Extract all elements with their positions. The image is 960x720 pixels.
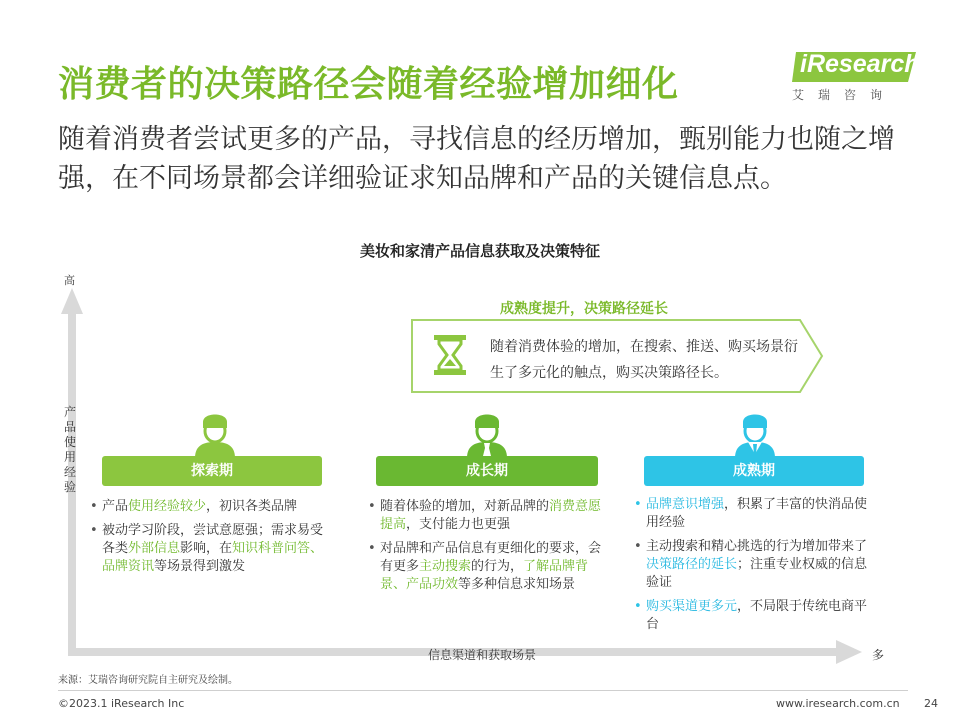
stage-bullet-item — [368, 498, 606, 534]
stage-bar-mature: 成熟期 — [644, 456, 864, 486]
chart-title: 美妆和家清产品信息获取及决策特征 — [359, 242, 600, 260]
logo-chinese: 艾瑞咨询 — [792, 88, 897, 102]
stage-bullets-growth — [368, 498, 606, 600]
logo-word: iResearch — [800, 50, 920, 78]
highlighted-text: 决策路径的延长 — [646, 557, 738, 572]
stage-bullets-mature — [634, 496, 874, 640]
bullet-text: 产品 — [102, 499, 129, 514]
bullet-text: 等场景得到激发 — [154, 559, 246, 574]
bullet-text: ；注重专业权威的信息验证 — [646, 557, 868, 590]
stage-bullet-item — [90, 498, 330, 516]
bullet-text: ，积累了丰富的快消品使用经验 — [646, 497, 868, 530]
highlighted-text: 使用经验较少 — [128, 499, 207, 514]
y-axis-label: 产品使用经验 — [64, 405, 77, 494]
stage-bullet-item — [634, 538, 874, 592]
x-axis-label: 信息渠道和获取场景 — [428, 648, 537, 662]
highlighted-text: 购买渠道更多元 — [646, 599, 738, 614]
bullet-text: 影响，在 — [180, 541, 233, 556]
footer-divider — [58, 690, 908, 691]
callout-title: 成熟度提升，决策路径延长 — [500, 301, 668, 317]
bullet-text: 被动学习阶段，尝试意愿强；需求易受各类 — [102, 523, 324, 556]
stage-bullet-item — [634, 496, 874, 532]
x-axis-end-label: 多 — [872, 648, 885, 662]
highlighted-text: 了解品牌背景、产品功效 — [380, 559, 589, 592]
page-title: 消费者的决策路径会随着经验增加细化 — [58, 64, 679, 105]
bullet-text: ，支付能力也更强 — [406, 517, 511, 532]
bullet-text: ，不局限于传统电商平台 — [646, 599, 868, 632]
source-note: 来源：艾瑞咨询研究院自主研究及绘制。 — [58, 675, 238, 686]
bullet-text: ，初识各类品牌 — [206, 499, 298, 514]
stage-bar-explore: 探索期 — [102, 456, 322, 486]
stage-bar-growth: 成长期 — [376, 456, 598, 486]
page-subtitle: 随着消费者尝试更多的产品，寻找信息的经历增加，甄别能力也随之增强，在不同场景都会详细验证求知品牌和产品的关键信息点。 — [58, 124, 895, 194]
highlighted-text: 知识科普问答、品牌资讯 — [102, 541, 324, 574]
person-suit-icon-blue — [732, 408, 778, 458]
callout-text: 随着消费体验的增加，在搜索、推送、购买场景衍生了多元化的触点，购买决策路径长。 — [490, 339, 798, 381]
highlighted-text: 品牌意识增强 — [646, 497, 725, 512]
person-icon-green — [192, 408, 238, 458]
stage-bullet-item — [368, 540, 606, 594]
page-number: 24 — [924, 697, 938, 710]
stage-bullet-item — [90, 522, 330, 576]
bullet-text: 对品牌和产品信息有更细化的要求，会有更多 — [380, 541, 602, 574]
bullet-text: 随着体验的增加，对新品牌的 — [380, 499, 550, 514]
person-tie-icon-green — [464, 408, 510, 458]
bullet-text: 主动搜索和精心挑选的行为增加带来了 — [646, 539, 868, 554]
highlighted-text: 外部信息 — [128, 541, 181, 556]
y-axis-high-label: 高 — [64, 274, 75, 287]
bullet-text: 的行为， — [471, 559, 524, 574]
bullet-text: 等多种信息求知场景 — [458, 577, 576, 592]
website-link[interactable]: www.iresearch.com.cn — [776, 697, 900, 710]
highlighted-text: 主动搜索 — [419, 559, 472, 574]
stage-bullets-explore — [90, 498, 330, 582]
hourglass-icon — [432, 334, 468, 376]
stage-bullet-item — [634, 598, 874, 634]
highlighted-text: 消费意愿提高 — [380, 499, 602, 532]
copyright: ©2023.1 iResearch Inc — [58, 697, 185, 710]
